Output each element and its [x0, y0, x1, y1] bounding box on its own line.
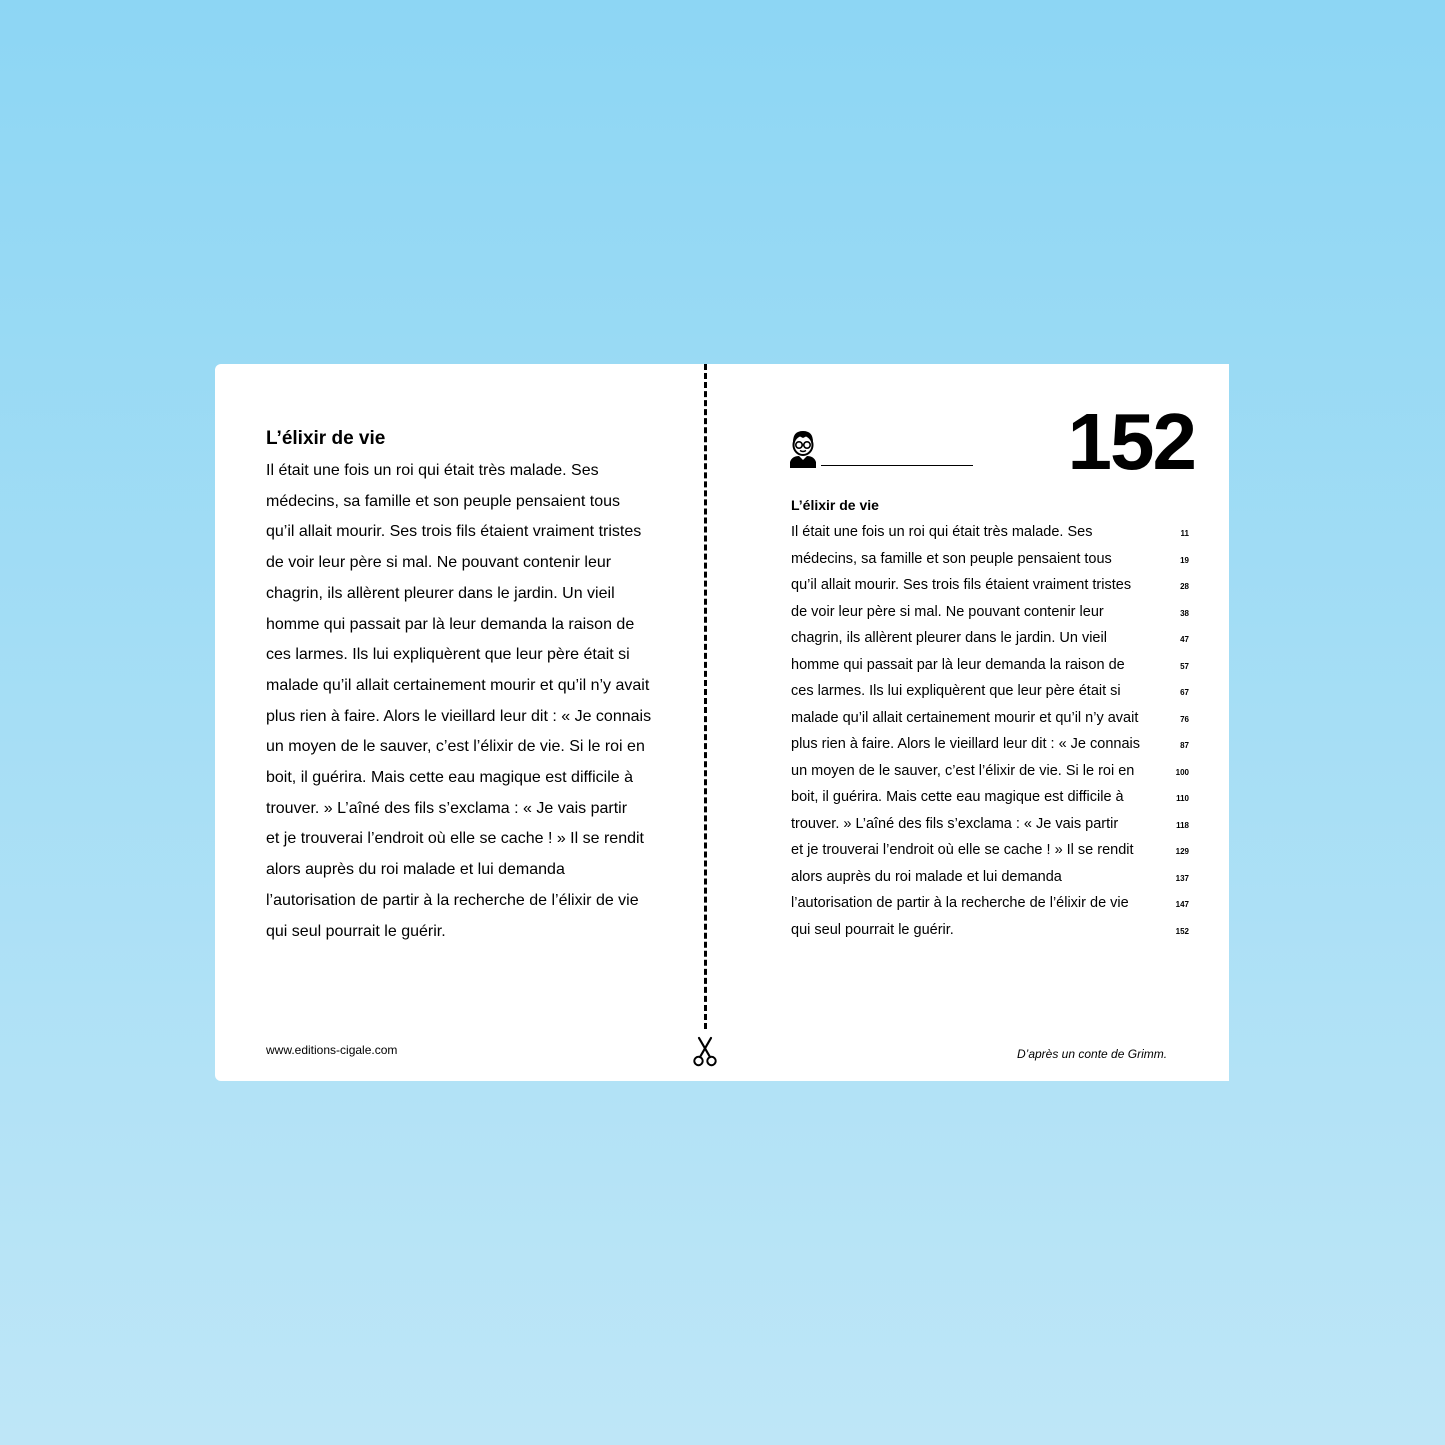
reading-card [215, 364, 1229, 1081]
text-line: alors auprès du roi malade et lui demanda [266, 861, 565, 879]
right-page-title: L’élixir de vie [791, 497, 879, 513]
line-text: plus rien à faire. Alors le vieillard leur dit : « Je connais [791, 736, 1140, 752]
counted-line [791, 599, 1189, 626]
counted-line [791, 864, 1189, 891]
story-word-count: 152 [1067, 397, 1195, 486]
cumulative-word-count: 110 [1176, 794, 1189, 803]
text-line: un moyen de le sauver, c’est l’élixir de vie. Si le roi en [266, 738, 645, 756]
cumulative-word-count: 28 [1180, 582, 1189, 591]
line-text: trouver. » L’aîné des fils s’exclama : « Je vais partir [791, 815, 1119, 832]
cumulative-word-count: 47 [1180, 635, 1189, 644]
text-line: malade qu’il allait certainement mourir et qu’il n’y avait [266, 676, 650, 694]
cumulative-word-count: 57 [1180, 661, 1189, 671]
line-text: alors auprès du roi malade et lui demanda [791, 868, 1062, 885]
counted-line [791, 837, 1189, 864]
counted-line [791, 758, 1189, 785]
line-text: boit, il guérira. Mais cette eau magique est difficile à [791, 789, 1124, 805]
text-line: de voir leur père si mal. Ne pouvant contenir leur [266, 554, 612, 572]
text-line: qui seul pourrait le guérir. [266, 922, 446, 940]
line-text: ces larmes. Ils lui expliquèrent que leur père était si [791, 683, 1121, 699]
counted-line [791, 652, 1189, 679]
child-with-glasses-icon [788, 428, 818, 468]
line-text: médecins, sa famille et son peuple pensaient tous [791, 550, 1112, 567]
counted-line [791, 784, 1189, 811]
text-line: plus rien à faire. Alors le vieillard leur dit : « Je connais [266, 707, 652, 725]
text-line: et je trouverai l’endroit où elle se cache ! » Il se rendit [266, 830, 644, 848]
line-text: et je trouverai l’endroit où elle se cache ! » Il se rendit [791, 842, 1134, 858]
cut-line [704, 364, 707, 1029]
counted-line [791, 625, 1189, 652]
text-line: qu’il allait mourir. Ses trois fils étaient vraiment tristes [266, 523, 642, 541]
story-credit: D’après un conte de Grimm. [1017, 1047, 1168, 1061]
line-text: un moyen de le sauver, c’est l’élixir de vie. Si le roi en [791, 762, 1135, 779]
cumulative-word-count: 129 [1175, 847, 1189, 856]
counted-line [791, 678, 1189, 705]
counted-line [791, 519, 1189, 546]
text-line: l’autorisation de partir à la recherche de l’élixir de vie [266, 891, 639, 909]
counted-line [791, 811, 1189, 838]
line-text: l’autorisation de partir à la recherche de l’élixir de vie [791, 895, 1129, 911]
line-text: homme qui passait par là leur demanda la raison de [791, 656, 1125, 673]
line-text: Il était une fois un roi qui était très malade. Ses [791, 524, 1093, 540]
cumulative-word-count: 87 [1180, 741, 1189, 750]
text-line: Il était une fois un roi qui était très malade. Ses [266, 462, 599, 479]
counted-line [791, 546, 1189, 573]
line-text: qu’il allait mourir. Ses trois fils étaient vraiment tristes [791, 577, 1132, 593]
counted-line [791, 572, 1189, 599]
publisher-website: www.editions-cigale.com [266, 1043, 398, 1057]
right-page-text [791, 519, 1189, 943]
text-line: ces larmes. Ils lui expliquèrent que leur père était si [266, 646, 630, 664]
line-text: qui seul pourrait le guérir. [791, 921, 954, 938]
cumulative-word-count: 118 [1176, 820, 1189, 830]
cumulative-word-count: 38 [1180, 608, 1189, 618]
scissors-icon [693, 1036, 717, 1068]
text-line: homme qui passait par là leur demanda la raison de [266, 615, 635, 633]
counted-line [791, 705, 1189, 732]
left-page-text [266, 456, 656, 947]
cumulative-word-count: 19 [1180, 555, 1189, 565]
text-line: boit, il guérira. Mais cette eau magique est difficile à [266, 769, 634, 787]
text-line: chagrin, ils allèrent pleurer dans le jardin. Un vieil [266, 584, 615, 602]
cumulative-word-count: 137 [1175, 873, 1189, 883]
cumulative-word-count: 76 [1180, 714, 1189, 724]
cumulative-word-count: 67 [1180, 688, 1189, 697]
text-line: trouver. » L’aîné des fils s’exclama : « Je vais partir [266, 799, 628, 817]
line-text: malade qu’il allait certainement mourir et qu’il n’y avait [791, 709, 1139, 726]
counted-line [791, 890, 1189, 917]
left-page-title: L’élixir de vie [266, 428, 386, 449]
cumulative-word-count: 11 [1180, 529, 1189, 538]
counted-line [791, 731, 1189, 758]
line-text: chagrin, ils allèrent pleurer dans le jardin. Un vieil [791, 630, 1107, 646]
name-line [821, 465, 973, 466]
counted-line [791, 917, 1189, 944]
line-text: de voir leur père si mal. Ne pouvant contenir leur [791, 603, 1104, 620]
text-line: médecins, sa famille et son peuple pensaient tous [266, 492, 620, 510]
cumulative-word-count: 100 [1175, 767, 1189, 777]
cumulative-word-count: 147 [1175, 900, 1189, 909]
cumulative-word-count: 152 [1175, 926, 1189, 936]
